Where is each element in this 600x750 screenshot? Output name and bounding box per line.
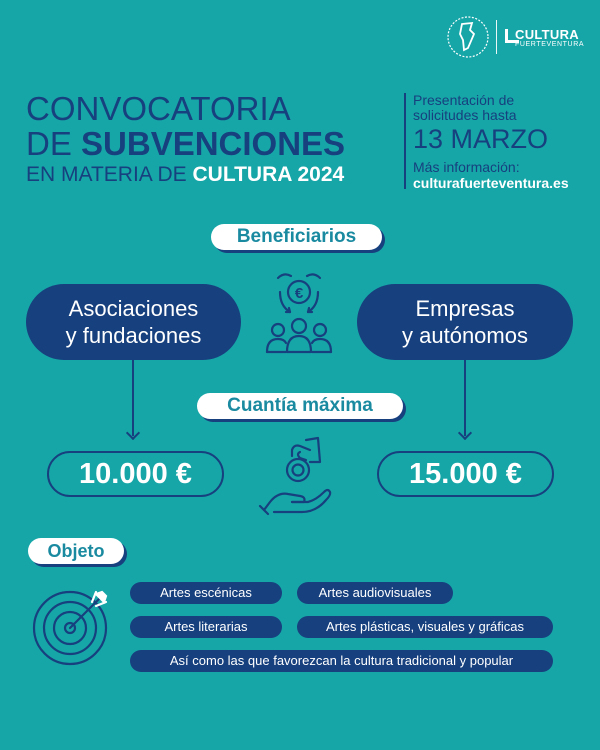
website-link[interactable]: culturafuerteventura.es [413, 175, 569, 191]
info-line-2: solicitudes hasta [413, 107, 517, 123]
deadline-date: 13 MARZO [413, 124, 549, 154]
title-line-3 [26, 164, 344, 185]
logo-divider [496, 20, 497, 54]
left-arrow-line [132, 360, 134, 436]
objeto-item-artes-escenicas: Artes escénicas [130, 582, 282, 604]
amount-associations: 10.000 € [47, 451, 224, 497]
right-arrow-head [458, 426, 472, 440]
title-line-2-bold: SUBVENCIONES [81, 125, 346, 162]
cultura-logo-title: CULTURA [515, 27, 579, 42]
objeto-item-artes-literarias: Artes literarias [130, 616, 282, 638]
cuantia-label: Cuantía máxima [197, 393, 403, 419]
beneficiary-companies [357, 284, 573, 360]
svg-text:€: € [294, 285, 304, 302]
beneficiary-companies-line-2: y autónomos [402, 323, 528, 348]
title-line-3-prefix: EN MATERIA DE [26, 163, 193, 186]
amount-companies: 15.000 € [377, 451, 554, 497]
left-arrow-head [126, 426, 140, 440]
objeto-item-artes-audiovisuales: Artes audiovisuales [297, 582, 453, 604]
beneficiary-associations-line-1: Asociaciones [68, 296, 199, 321]
beneficiary-companies-line-1: Empresas [415, 296, 515, 321]
right-arrow-line [464, 360, 466, 436]
title-line-3-highlight: CULTURA 2024 [192, 163, 345, 186]
beneficiary-associations-line-2: y fundaciones [65, 323, 202, 348]
beneficiary-associations [26, 284, 241, 360]
info-line-1: Presentación de [413, 92, 515, 108]
target-arrow-icon [30, 580, 118, 668]
title-line-2-prefix: DE [26, 125, 82, 162]
cultura-logo-subtitle: FUERTEVENTURA [515, 41, 585, 48]
objeto-item-artes-plasticas: Artes plásticas, visuales y gráficas [297, 616, 553, 638]
beneficiarios-label: Beneficiarios [211, 224, 382, 250]
info-divider [404, 93, 406, 189]
cultura-fuerteventura-logo [505, 27, 587, 53]
cabildo-logo [446, 14, 490, 60]
more-info-label: Más información: [413, 159, 520, 175]
title-line-1: CONVOCATORIA [26, 90, 291, 127]
objeto-label: Objeto [28, 538, 124, 564]
hand-coin-icon [256, 432, 344, 518]
objeto-item-cultura-tradicional: Así como las que favorezcan la cultura tradicional y popular [130, 650, 553, 672]
title-line-2 [26, 127, 345, 160]
euro-cycle-people-icon [258, 268, 340, 360]
